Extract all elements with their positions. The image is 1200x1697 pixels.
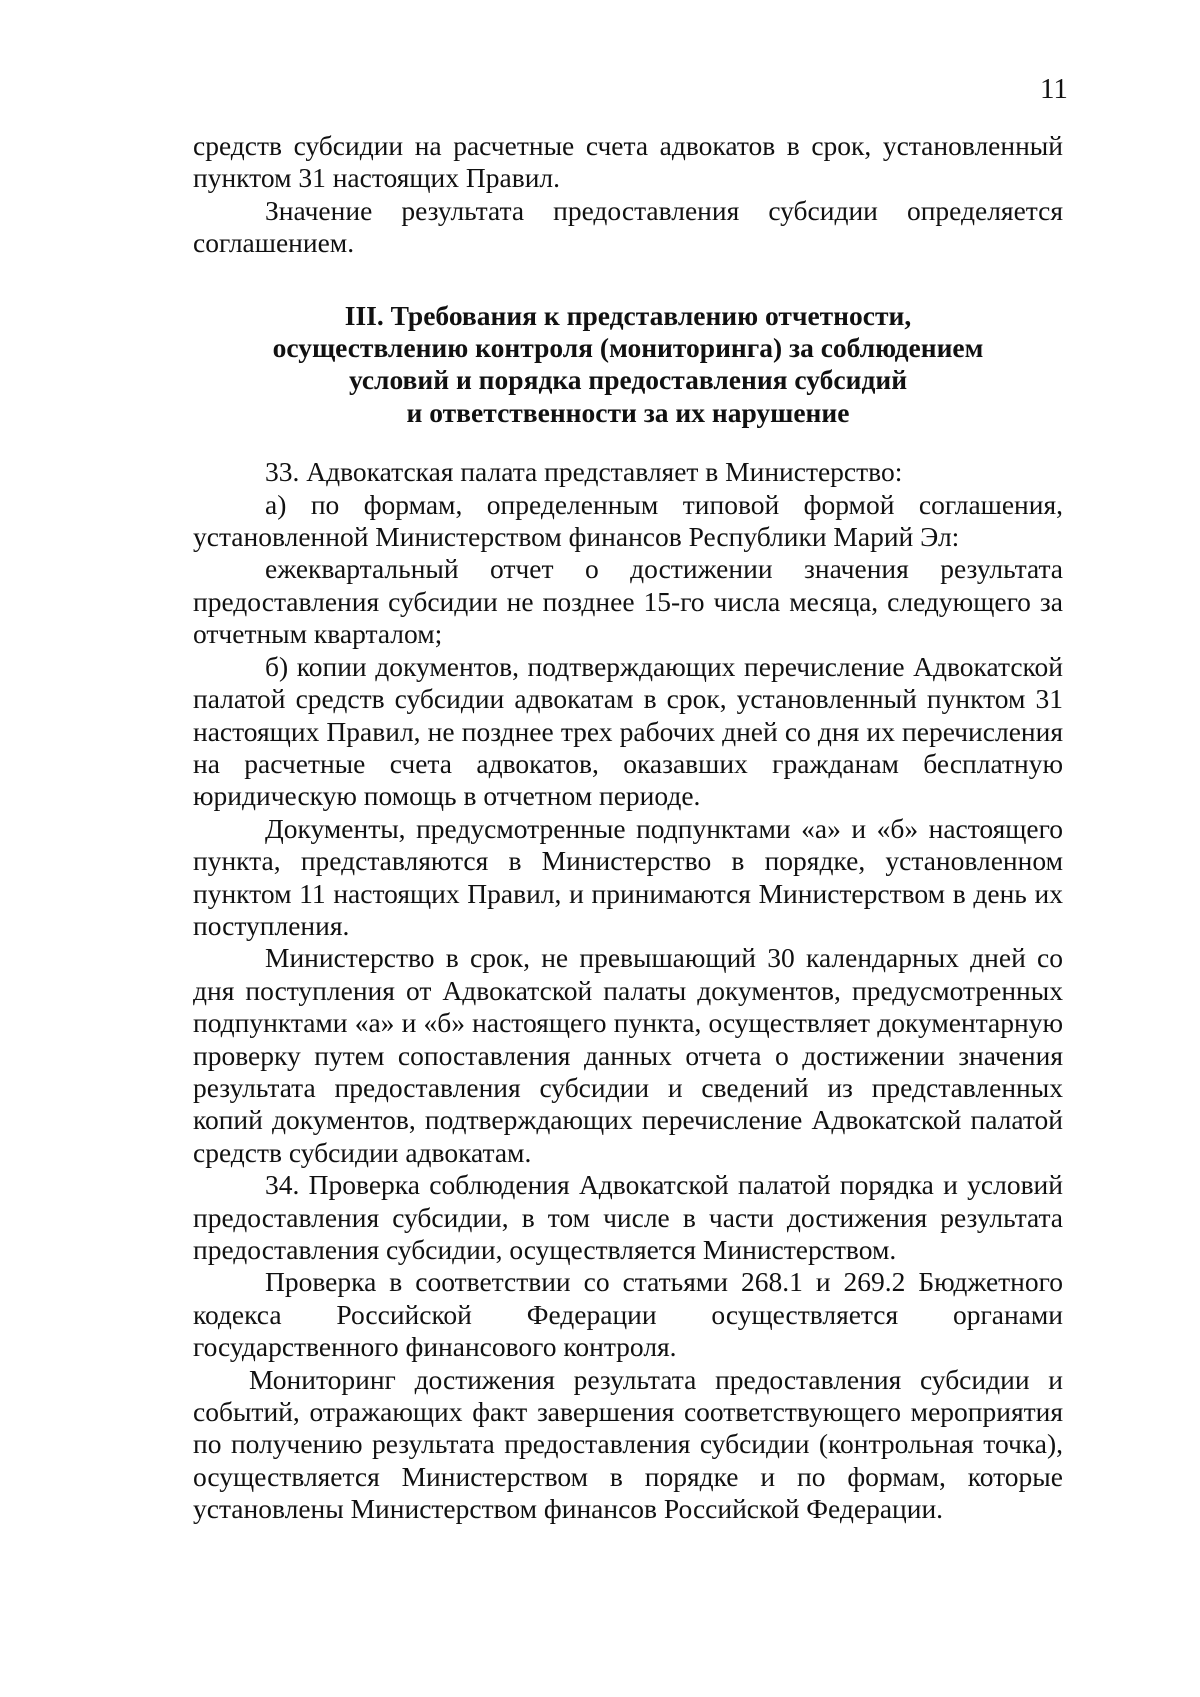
paragraph-subitem-a: а) по формам, определенным типовой формой соглашения, установленной Министерством финансов Республики Марий Эл:: [193, 488, 1063, 553]
paragraph-item-34: 34. Проверка соблюдения Адвокатской палатой порядка и условий предоставления субсидии, в том числе в части достижения результата предоставления субсидии, осуществляется Министерством.: [193, 1169, 1063, 1265]
section-heading-line: осуществлению контроля (мониторинга) за соблюдением: [272, 332, 984, 364]
paragraph-item-33: 33. Адвокатская палата представляет в Министерство:: [265, 456, 903, 488]
paragraph-continuation: средств субсидии на расчетные счета адвокатов в срок, установленный пунктом 31 настоящих Правил.: [193, 130, 1063, 194]
section-heading-line: III. Требования к представлению отчетности,: [344, 299, 912, 331]
section-heading-line: условий и порядка предоставления субсидий: [348, 364, 908, 396]
paragraph-ministry-check: Министерство в срок, не превышающий 30 календарных дней со дня поступления от Адвокатской палаты документов, предусмотренных подпунктами «а» и «б» настоящего пункта, осуществляет документарную проверку путем сопоставления данных отчета о достижении значения результата предоставления субсидии и сведений из представленных копий документов, подтверждающих перечисление Адвокатской палатой средств субсидии адвокатам.: [193, 942, 1063, 1168]
paragraph-subitem-b: б) копии документов, подтверждающих перечисление Адвокатской палатой средств субсидии адвокатам в срок, установленный пунктом 31 настоящих Правил, не позднее трех рабочих дней со дня их перечисления на расчетные счета адвокатов, оказавших гражданам бесплатную юридическую помощь в отчетном периоде.: [193, 650, 1063, 812]
paragraph-monitoring: Мониторинг достижения результата предоставления субсидии и событий, отражающих факт завершения соответствующего мероприятия по получению результата предоставления субсидии (контрольная точка), осуществляется Министерством в порядке и по формам, которые установлены Министерством финансов Российской Федерации.: [193, 1363, 1063, 1525]
paragraph-result-value: Значение результата предоставления субсидии определяется соглашением.: [193, 194, 1063, 259]
section-heading: [193, 300, 1063, 430]
document-body: [193, 130, 1063, 1526]
paragraph-budget-code-check: Проверка в соответствии со статьями 268.1 и 269.2 Бюджетного кодекса Российской Федерации осуществляется органами государственного финансового контроля.: [193, 1266, 1063, 1363]
page-number: 11: [1040, 73, 1068, 105]
section-heading-line: и ответственности за их нарушение: [406, 396, 850, 428]
paragraph-quarterly-report: ежеквартальный отчет о достижении значения результата предоставления субсидии не позднее 15-го числа месяца, следующего за отчетным кварталом;: [193, 553, 1063, 650]
paragraph-documents: Документы, предусмотренные подпунктами «а» и «б» настоящего пункта, представляются в Министерство в порядке, установленном пунктом 11 настоящих Правил, и принимаются Министерством в день их поступления.: [193, 812, 1063, 941]
